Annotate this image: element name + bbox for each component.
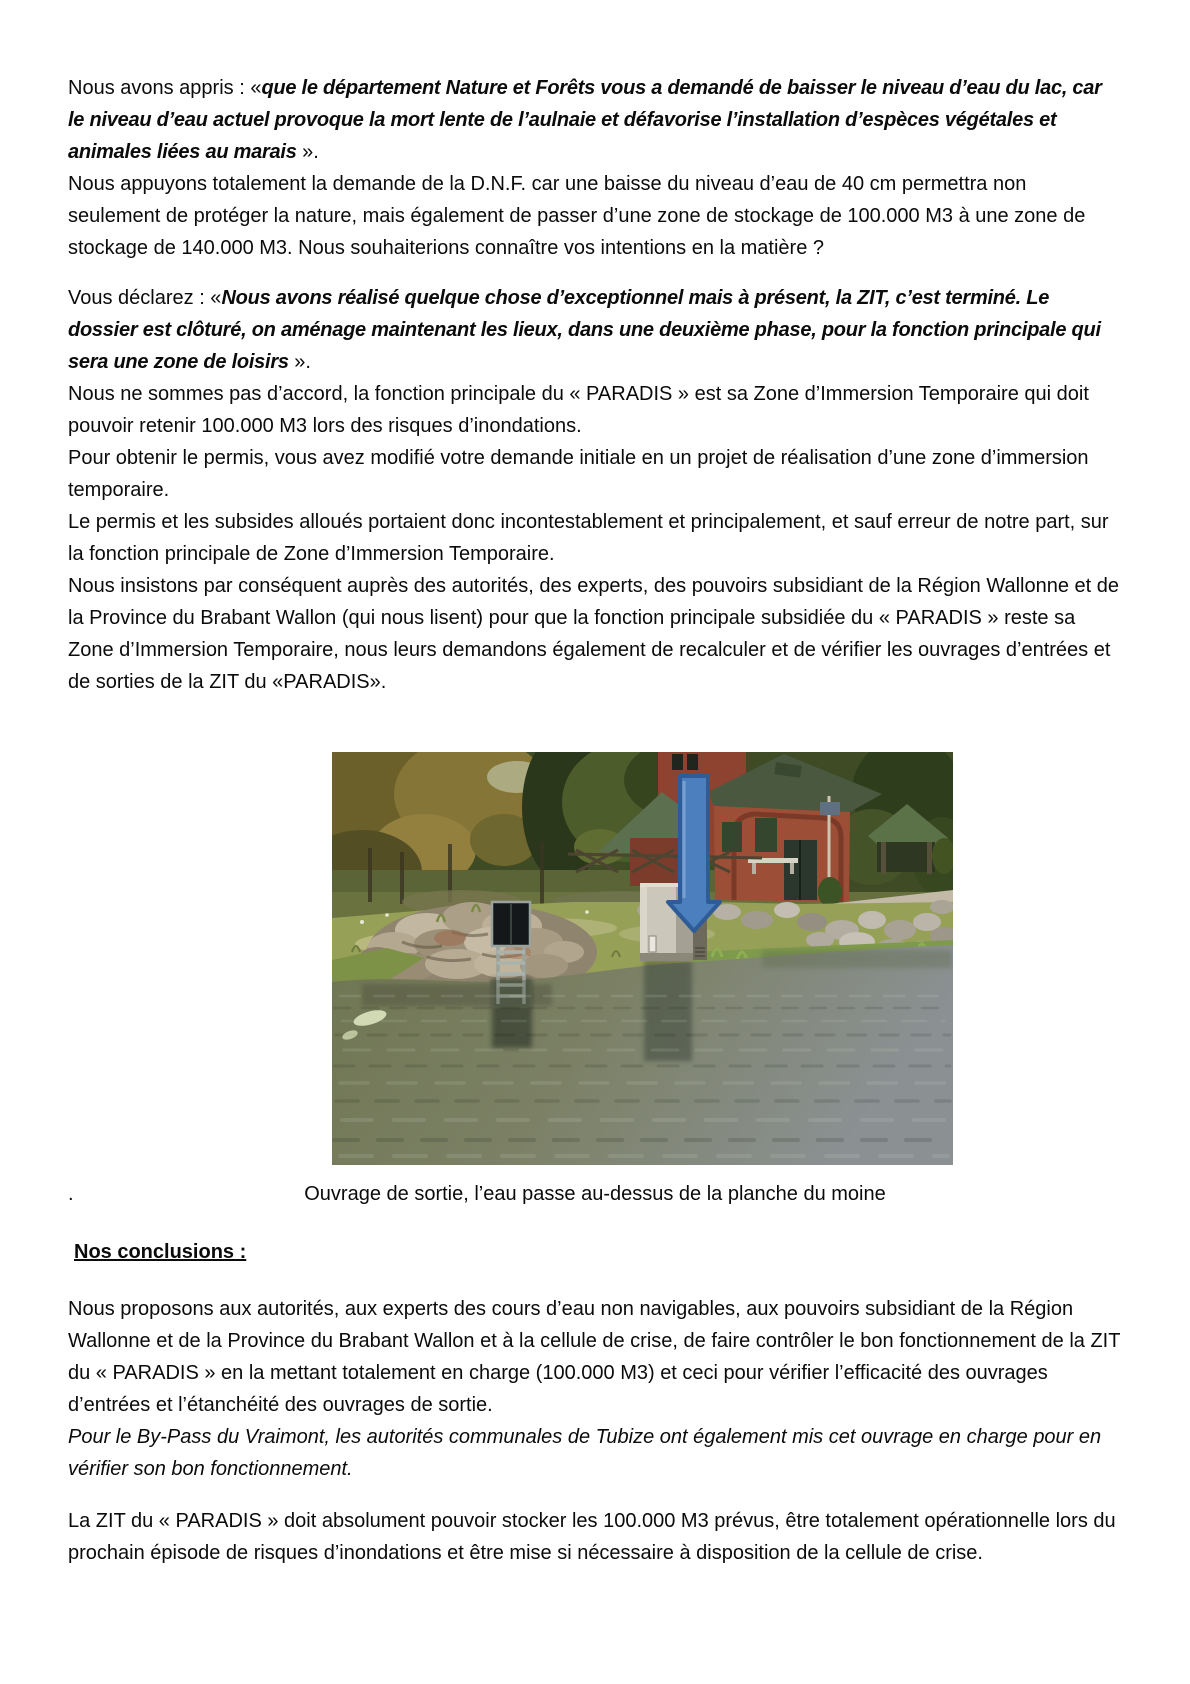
- outlet-pond-photo: [332, 752, 953, 1165]
- paragraph-insistons: Nous insistons par conséquent auprès des autorités, des experts, des pouvoirs subsidiant de la Région Wallonne et de la Province du Brabant Wallon (qui nous lisent) pour que la fonction principale subsidiée du « PARADIS » reste sa Zone d’Immersion Temporaire, nous leurs demandons également de recalculer et de vérifier les ouvrages d’entrées et de sorties de la ZIT du «PARADIS».: [68, 575, 1119, 693]
- paragraph-declaration: [68, 282, 1122, 378]
- quote-bold-italic: Nous avons réalisé quelque chose d’exceptionnel mais à présent, la ZIT, c’est terminé. Le dossier est clôturé, on aménage maintenant les lieux, dans une deuxième phase, pour la fonction principale qui sera une zone de loisirs: [68, 287, 1101, 373]
- wall-sign: [820, 802, 840, 815]
- paragraph-subsides: Le permis et les subsides alloués portaient donc incontestablement et principalement, et sauf erreur de notre part, sur la fonction principale de Zone d’Immersion Temporaire.: [68, 511, 1109, 565]
- water-gauge: [649, 936, 656, 952]
- paragraph-bypass-italic: Pour le By-Pass du Vraimont, les autorités communales de Tubize ont également mis cet ouvrage en charge pour en vérifier son bon fonctionnement.: [68, 1426, 1102, 1480]
- paragraph-desaccord: Nous ne sommes pas d’accord, la fonction principale du « PARADIS » est sa Zone d’Immersion Temporaire qui doit pouvoir retenir 100.000 M3 lors des risques d’inondations.: [68, 383, 1089, 437]
- caption-leading-dot: .: [68, 1183, 74, 1205]
- paragraph-quote-dnf: [68, 72, 1122, 168]
- quote-intro: Vous déclarez : «: [68, 287, 222, 309]
- quote-bold-italic: que le département Nature et Forêts vous a demandé de baisser le niveau d’eau du lac, car le niveau d’eau actuel provoque la mort lente de l’aulnaie et défavorise l’installation d’espèces végétales et animales liées au marais: [68, 77, 1102, 163]
- photo-caption-row: [68, 1181, 1122, 1207]
- conclusions-heading: Nos conclusions :: [74, 1241, 247, 1263]
- photo-caption: Ouvrage de sortie, l’eau passe au-dessus de la planche du moine: [304, 1183, 886, 1205]
- quote-close: ».: [296, 141, 319, 163]
- paragraph-permis: Pour obtenir le permis, vous avez modifié votre demande initiale en un projet de réalisation d’une zone d’immersion temporaire.: [68, 447, 1089, 501]
- quote-close: ».: [288, 351, 311, 373]
- paragraph-appui-dnf: Nous appuyons totalement la demande de la D.N.F. car une baisse du niveau d’eau de 40 cm permettra non seulement de protéger la nature, mais également de passer d’une zone de stockage de 100.000 M3 à une zone de stockage de 140.000 M3. Nous souhaiterions connaître vos intentions en la matière ?: [68, 173, 1086, 259]
- paragraph-zit-stockage: La ZIT du « PARADIS » doit absolument pouvoir stocker les 100.000 M3 prévus, être totalement opérationnelle lors du prochain épisode de risques d’inondations et être mise si nécessaire à disposition de la cellule de crise.: [68, 1510, 1116, 1564]
- quote-intro: Nous avons appris : «: [68, 77, 262, 99]
- outlet-photo-figure: [332, 752, 953, 1165]
- paragraph-proposons: Nous proposons aux autorités, aux experts des cours d’eau non navigables, aux pouvoirs subsidiant de la Région Wallonne et de la Province du Brabant Wallon et à la cellule de crise, de faire contrôler le bon fonctionnement de la ZIT du « PARADIS » en la mettant totalement en charge (100.000 M3) et ceci pour vérifier l’efficacité des ouvrages d’entrées et l’étanchéité des ouvrages de sortie.: [68, 1298, 1121, 1416]
